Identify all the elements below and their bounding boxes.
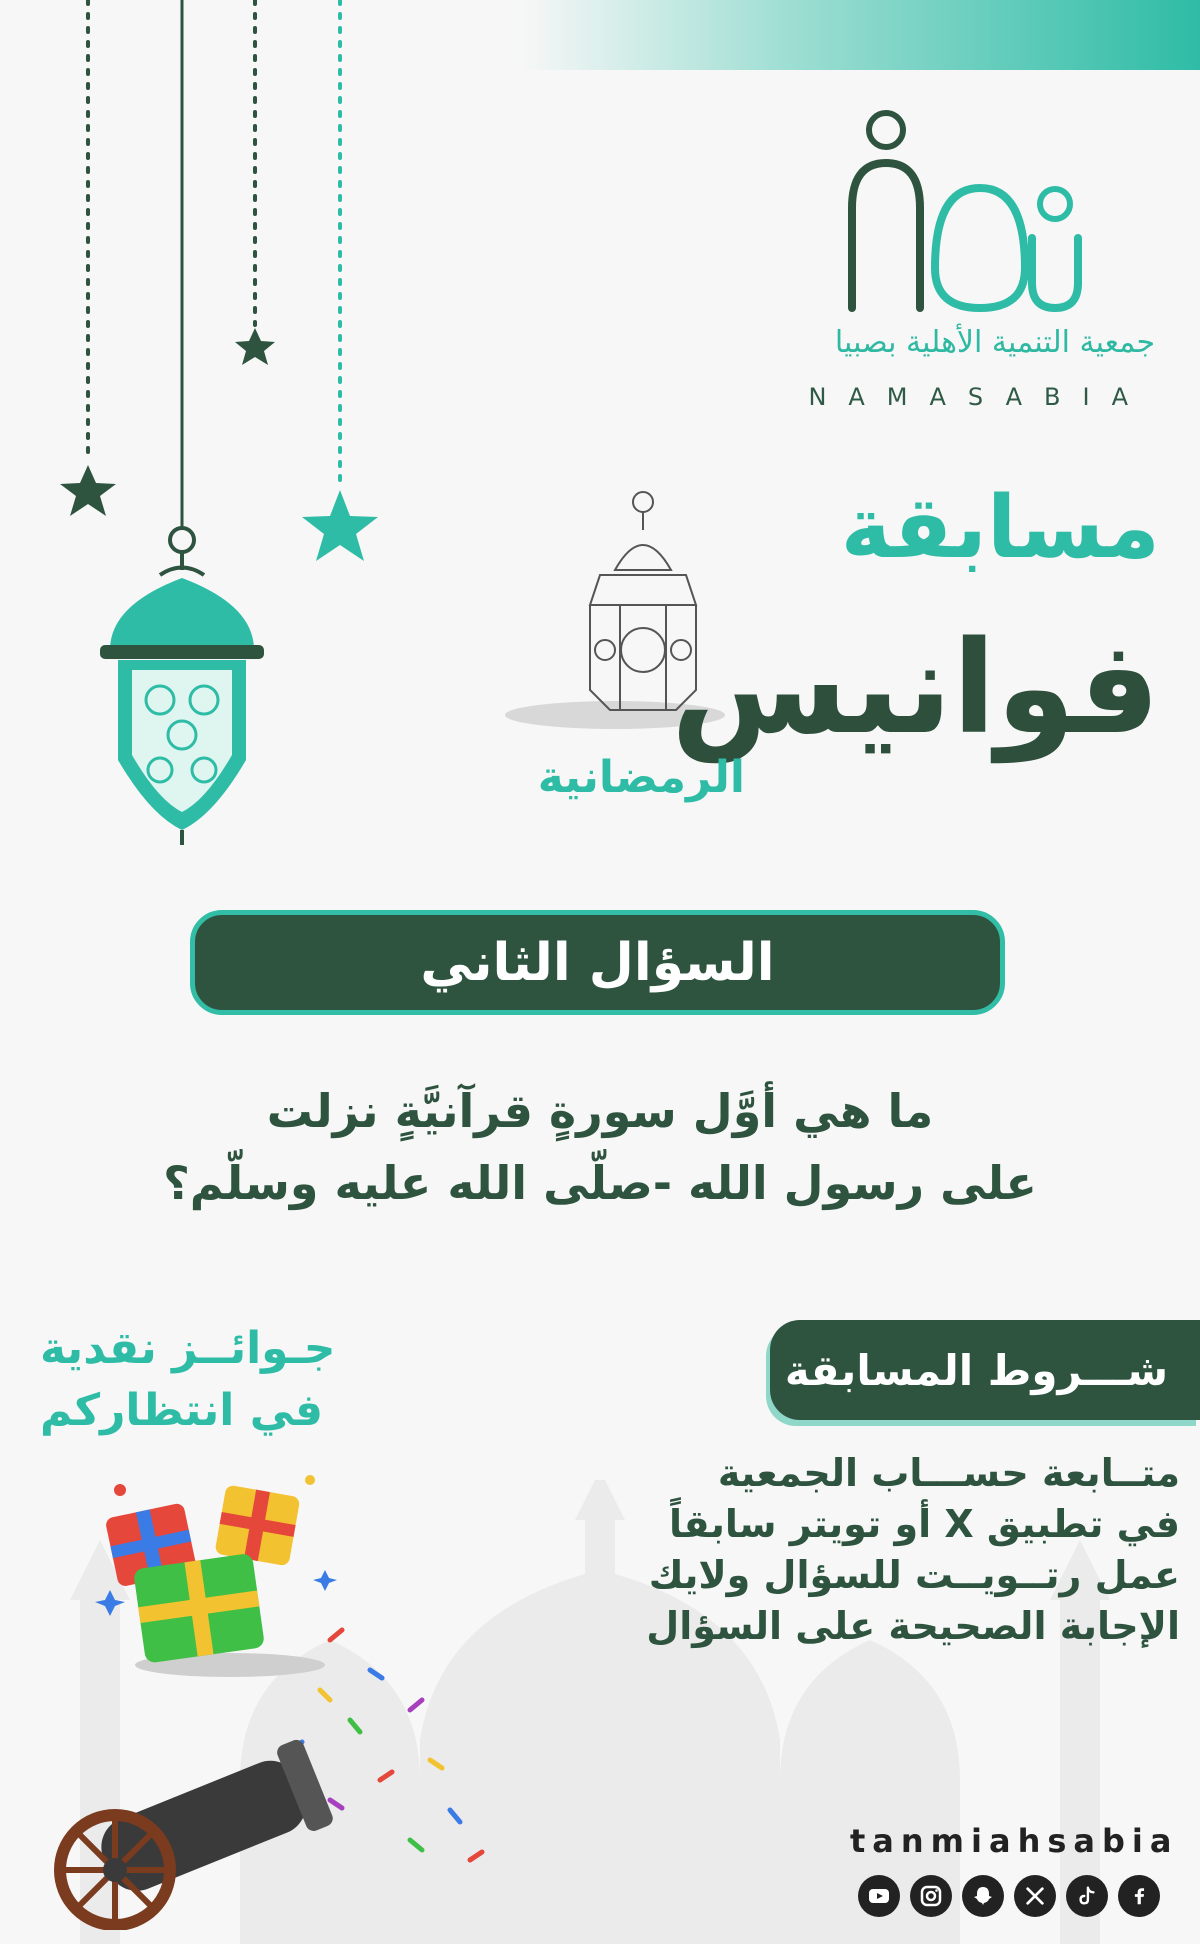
rule-item: عمل رتــويــت للسؤال ولايك xyxy=(648,1553,1180,1597)
question-line-1: ما هي أوَّل سورةٍ قرآنيَّةٍ نزلت xyxy=(266,1084,934,1138)
confetti-cannon-icon xyxy=(30,1600,510,1930)
instagram-icon[interactable] xyxy=(910,1875,952,1917)
star-icon xyxy=(302,490,378,561)
question-text xyxy=(120,1075,1080,1219)
rule-item: في تطبيق X أو تويتر سابقاً xyxy=(668,1502,1180,1546)
question-label: السؤال الثاني xyxy=(420,932,775,993)
logo-latin-name: NAMASABIA xyxy=(808,383,1150,411)
prizes-line-2: في انتظاركم xyxy=(40,1385,324,1436)
facebook-icon[interactable] xyxy=(1118,1875,1160,1917)
prizes-line-1: جـوائــز نقدية xyxy=(40,1323,336,1374)
social-icons xyxy=(858,1875,1160,1921)
title-competition: مسابقة xyxy=(840,478,1160,578)
youtube-icon[interactable] xyxy=(858,1875,900,1917)
top-gradient-band xyxy=(520,0,1200,70)
question-line-2: على رسول الله -صلّى الله عليه وسلّم؟ xyxy=(163,1156,1037,1210)
rules-list xyxy=(560,1448,1180,1652)
title-ramadan: الرمضانية xyxy=(537,752,745,803)
x-icon[interactable] xyxy=(1014,1875,1056,1917)
logo-mark xyxy=(840,108,1100,318)
prizes-text xyxy=(40,1318,360,1442)
rule-item: متــابعة حســـاب الجمعية xyxy=(717,1451,1180,1495)
rule-item: الإجابة الصحيحة على السؤال xyxy=(646,1604,1180,1648)
question-banner xyxy=(190,910,1005,1015)
title-lanterns: فوانيس xyxy=(670,614,1160,763)
hanging-decorations xyxy=(0,0,420,860)
social-handle[interactable]: tanmiahsabia xyxy=(850,1822,1179,1860)
star-icon xyxy=(235,328,275,365)
rules-heading: شـــروط المسابقة xyxy=(784,1345,1168,1395)
star-icon xyxy=(60,465,116,516)
logo-arabic-name: جمعية التنمية الأهلية بصبيا xyxy=(834,325,1155,360)
snapchat-icon[interactable] xyxy=(962,1875,1004,1917)
rules-heading-tab xyxy=(770,1320,1200,1420)
tiktok-icon[interactable] xyxy=(1066,1875,1108,1917)
lantern-icon xyxy=(100,528,264,845)
